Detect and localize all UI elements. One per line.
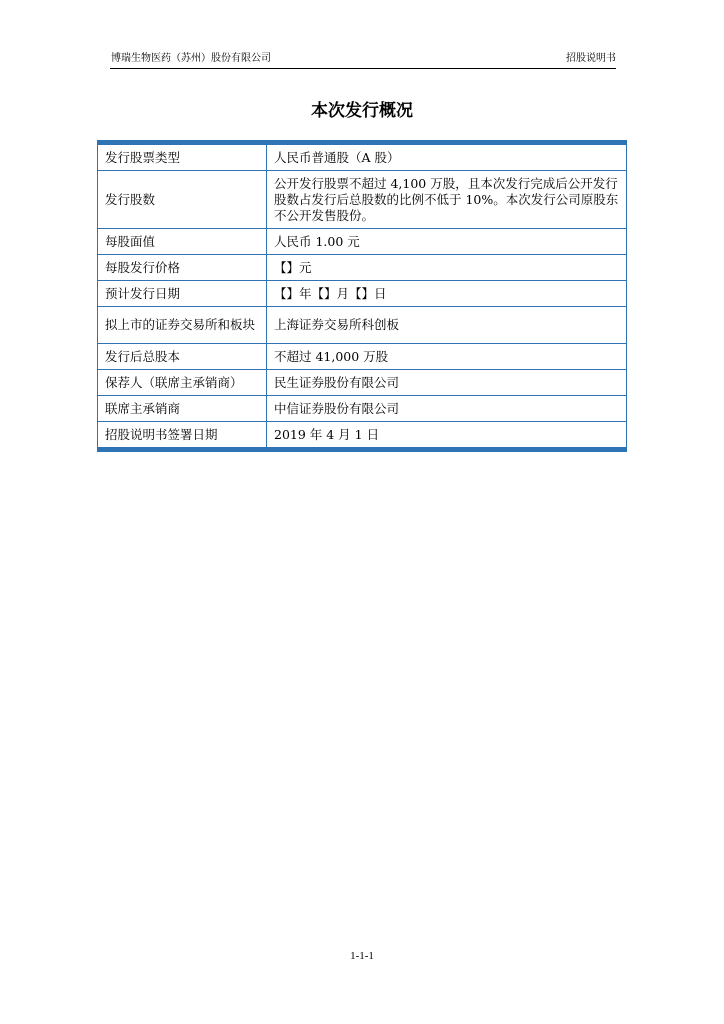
header-document-type: 招股说明书 [566, 53, 616, 64]
row-label: 拟上市的证券交易所和板块 [98, 307, 267, 344]
page-number: 1-1-1 [350, 950, 374, 962]
page-header [110, 51, 616, 69]
row-label: 发行股数 [98, 171, 267, 229]
row-label: 每股发行价格 [98, 255, 267, 281]
table-row [98, 307, 627, 344]
table-row [98, 255, 627, 281]
row-value: 不超过 41,000 万股 [267, 344, 627, 370]
row-label: 发行后总股本 [98, 344, 267, 370]
page-title: 本次发行概况 [311, 101, 413, 121]
table-row [98, 370, 627, 396]
table-row [98, 396, 627, 422]
row-value: 上海证券交易所科创板 [267, 307, 627, 344]
table-row [98, 229, 627, 255]
row-label: 每股面值 [98, 229, 267, 255]
row-value: 中信证券股份有限公司 [267, 396, 627, 422]
row-label: 保荐人（联席主承销商） [98, 370, 267, 396]
row-value: 公开发行股票不超过 4,100 万股，且本次发行完成后公开发行股数占发行后总股数的比例不低于 10%。本次发行公司原股东不公开发售股份。 [267, 171, 627, 229]
row-value: 人民币普通股（A 股） [267, 145, 627, 171]
row-label: 联席主承销商 [98, 396, 267, 422]
table-row [98, 171, 627, 229]
row-value: 民生证券股份有限公司 [267, 370, 627, 396]
table-row [98, 145, 627, 171]
header-company-name: 博瑞生物医药（苏州）股份有限公司 [111, 53, 271, 64]
row-value: 2019 年 4 月 1 日 [267, 422, 627, 448]
row-label: 发行股票类型 [98, 145, 267, 171]
row-value: 人民币 1.00 元 [267, 229, 627, 255]
row-label: 招股说明书签署日期 [98, 422, 267, 448]
table-bottom-rule [97, 448, 627, 452]
offering-summary-table [97, 140, 627, 452]
table-row [98, 281, 627, 307]
table-row [98, 344, 627, 370]
table-row [98, 422, 627, 448]
row-value: 【】元 [267, 255, 627, 281]
row-label: 预计发行日期 [98, 281, 267, 307]
row-value: 【】年【】月【】日 [267, 281, 627, 307]
